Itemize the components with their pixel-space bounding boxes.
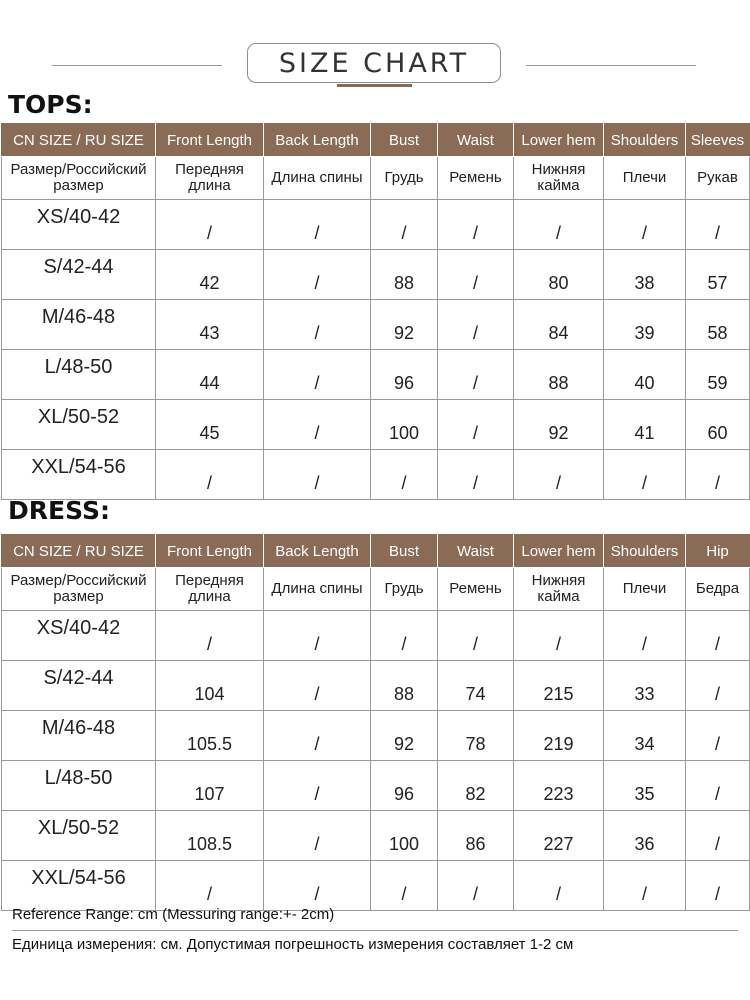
tops-column-header: Back Length: [264, 124, 371, 157]
table-cell: /: [156, 450, 264, 500]
table-cell: /: [686, 761, 750, 811]
table-row: [2, 661, 750, 711]
dress-ru-column-header: Длина спины: [264, 568, 371, 611]
table-row: [2, 711, 750, 761]
tops-ru-column-header: Передняя длина: [156, 157, 264, 200]
dress-ru-column-header: Бедра: [686, 568, 750, 611]
table-cell: /: [438, 861, 514, 911]
dress-column-header: Front Length: [156, 535, 264, 568]
size-cell: XL/50-52: [2, 400, 156, 450]
table-cell: 34: [604, 711, 686, 761]
size-cell: M/46-48: [2, 711, 156, 761]
table-cell: /: [686, 811, 750, 861]
tops-section-title: TOPS:: [8, 90, 93, 119]
tops-header-row: [2, 124, 750, 157]
dress-ru-column-header: Плечи: [604, 568, 686, 611]
size-chart-banner: [0, 40, 750, 100]
table-cell: 78: [438, 711, 514, 761]
table-cell: 105.5: [156, 711, 264, 761]
table-cell: 44: [156, 350, 264, 400]
tops-size-table: [1, 123, 750, 500]
dress-column-header: CN SIZE / RU SIZE: [2, 535, 156, 568]
table-cell: /: [264, 761, 371, 811]
tops-ru-column-header: Нижняя кайма: [514, 157, 604, 200]
size-cell: L/48-50: [2, 761, 156, 811]
table-cell: /: [438, 300, 514, 350]
table-cell: /: [264, 200, 371, 250]
dress-ru-column-header: Ремень: [438, 568, 514, 611]
page-title: SIZE CHART: [247, 43, 501, 83]
table-cell: 92: [371, 300, 438, 350]
table-cell: 33: [604, 661, 686, 711]
table-cell: /: [686, 450, 750, 500]
table-cell: /: [264, 350, 371, 400]
dress-header-row: [2, 535, 750, 568]
table-cell: /: [604, 861, 686, 911]
table-cell: /: [371, 450, 438, 500]
table-cell: 223: [514, 761, 604, 811]
dress-section-title: DRESS:: [8, 496, 110, 525]
dress-column-header: Shoulders: [604, 535, 686, 568]
tops-column-header: Bust: [371, 124, 438, 157]
size-cell: S/42-44: [2, 661, 156, 711]
dress-column-header: Back Length: [264, 535, 371, 568]
table-row: [2, 861, 750, 911]
table-cell: 86: [438, 811, 514, 861]
tops-column-header: Front Length: [156, 124, 264, 157]
dress-column-header: Bust: [371, 535, 438, 568]
dress-ru-header-row: [2, 568, 750, 611]
tops-ru-column-header: Размер/Российский размер: [2, 157, 156, 200]
table-cell: 40: [604, 350, 686, 400]
tops-ru-column-header: Рукав: [686, 157, 750, 200]
table-cell: /: [604, 611, 686, 661]
table-row: [2, 350, 750, 400]
table-cell: 92: [514, 400, 604, 450]
tops-column-header: CN SIZE / RU SIZE: [2, 124, 156, 157]
table-cell: /: [264, 811, 371, 861]
size-cell: XXL/54-56: [2, 861, 156, 911]
table-cell: 100: [371, 400, 438, 450]
table-cell: 84: [514, 300, 604, 350]
table-cell: 39: [604, 300, 686, 350]
table-cell: /: [604, 450, 686, 500]
table-cell: /: [438, 250, 514, 300]
note-divider: [12, 930, 738, 931]
table-cell: /: [264, 250, 371, 300]
table-cell: 96: [371, 761, 438, 811]
table-cell: 60: [686, 400, 750, 450]
tops-column-header: Waist: [438, 124, 514, 157]
table-cell: /: [686, 711, 750, 761]
table-cell: 88: [371, 661, 438, 711]
table-cell: 38: [604, 250, 686, 300]
table-cell: /: [686, 611, 750, 661]
measurement-note-ru: Единица измерения: см. Допустимая погрешность измерения составляет 1-2 см: [12, 936, 574, 953]
title-underline: [337, 84, 412, 87]
table-cell: /: [371, 611, 438, 661]
table-cell: 108.5: [156, 811, 264, 861]
table-cell: /: [514, 611, 604, 661]
table-cell: 45: [156, 400, 264, 450]
table-cell: 42: [156, 250, 264, 300]
tops-ru-column-header: Грудь: [371, 157, 438, 200]
table-cell: 88: [371, 250, 438, 300]
size-cell: XL/50-52: [2, 811, 156, 861]
table-row: [2, 250, 750, 300]
table-cell: 215: [514, 661, 604, 711]
dress-ru-column-header: Размер/Российский размер: [2, 568, 156, 611]
table-cell: 43: [156, 300, 264, 350]
table-cell: 96: [371, 350, 438, 400]
table-cell: /: [156, 611, 264, 661]
reference-range-note: Reference Range: cm (Messuring range:+- 2cm): [12, 906, 335, 923]
table-row: [2, 400, 750, 450]
size-cell: XS/40-42: [2, 200, 156, 250]
tops-column-header: Shoulders: [604, 124, 686, 157]
table-cell: /: [514, 450, 604, 500]
table-row: [2, 200, 750, 250]
table-cell: 80: [514, 250, 604, 300]
table-cell: /: [156, 861, 264, 911]
dress-column-header: Hip: [686, 535, 750, 568]
tops-ru-header-row: [2, 157, 750, 200]
table-cell: /: [686, 861, 750, 911]
dress-column-header: Lower hem: [514, 535, 604, 568]
table-cell: /: [264, 611, 371, 661]
table-row: [2, 300, 750, 350]
table-cell: /: [371, 861, 438, 911]
divider-left: [52, 65, 222, 66]
table-cell: /: [514, 861, 604, 911]
table-cell: /: [438, 200, 514, 250]
table-cell: /: [264, 711, 371, 761]
dress-ru-column-header: Грудь: [371, 568, 438, 611]
table-row: [2, 761, 750, 811]
table-cell: /: [438, 350, 514, 400]
dress-ru-column-header: Нижняя кайма: [514, 568, 604, 611]
size-cell: XS/40-42: [2, 611, 156, 661]
size-cell: L/48-50: [2, 350, 156, 400]
table-cell: /: [514, 200, 604, 250]
table-cell: 82: [438, 761, 514, 811]
table-cell: 36: [604, 811, 686, 861]
table-cell: /: [686, 200, 750, 250]
table-cell: 41: [604, 400, 686, 450]
table-cell: 35: [604, 761, 686, 811]
tops-ru-column-header: Плечи: [604, 157, 686, 200]
tops-column-header: Lower hem: [514, 124, 604, 157]
table-cell: /: [438, 450, 514, 500]
dress-column-header: Waist: [438, 535, 514, 568]
table-cell: /: [264, 400, 371, 450]
table-cell: /: [264, 661, 371, 711]
table-cell: /: [438, 611, 514, 661]
table-cell: /: [264, 861, 371, 911]
table-cell: 59: [686, 350, 750, 400]
divider-right: [526, 65, 696, 66]
table-row: [2, 450, 750, 500]
table-cell: 92: [371, 711, 438, 761]
tops-column-header: Sleeves: [686, 124, 750, 157]
table-cell: 57: [686, 250, 750, 300]
table-cell: 107: [156, 761, 264, 811]
table-cell: /: [438, 400, 514, 450]
size-cell: S/42-44: [2, 250, 156, 300]
table-cell: 104: [156, 661, 264, 711]
dress-size-table: [1, 534, 750, 911]
table-cell: 219: [514, 711, 604, 761]
table-cell: 58: [686, 300, 750, 350]
tops-ru-column-header: Ремень: [438, 157, 514, 200]
size-cell: M/46-48: [2, 300, 156, 350]
table-cell: 100: [371, 811, 438, 861]
table-cell: /: [371, 200, 438, 250]
table-row: [2, 811, 750, 861]
table-row: [2, 611, 750, 661]
table-cell: /: [686, 661, 750, 711]
table-cell: /: [264, 450, 371, 500]
table-cell: 227: [514, 811, 604, 861]
dress-ru-column-header: Передняя длина: [156, 568, 264, 611]
table-cell: 88: [514, 350, 604, 400]
tops-ru-column-header: Длина спины: [264, 157, 371, 200]
size-cell: XXL/54-56: [2, 450, 156, 500]
table-cell: /: [264, 300, 371, 350]
table-cell: 74: [438, 661, 514, 711]
table-cell: /: [156, 200, 264, 250]
table-cell: /: [604, 200, 686, 250]
